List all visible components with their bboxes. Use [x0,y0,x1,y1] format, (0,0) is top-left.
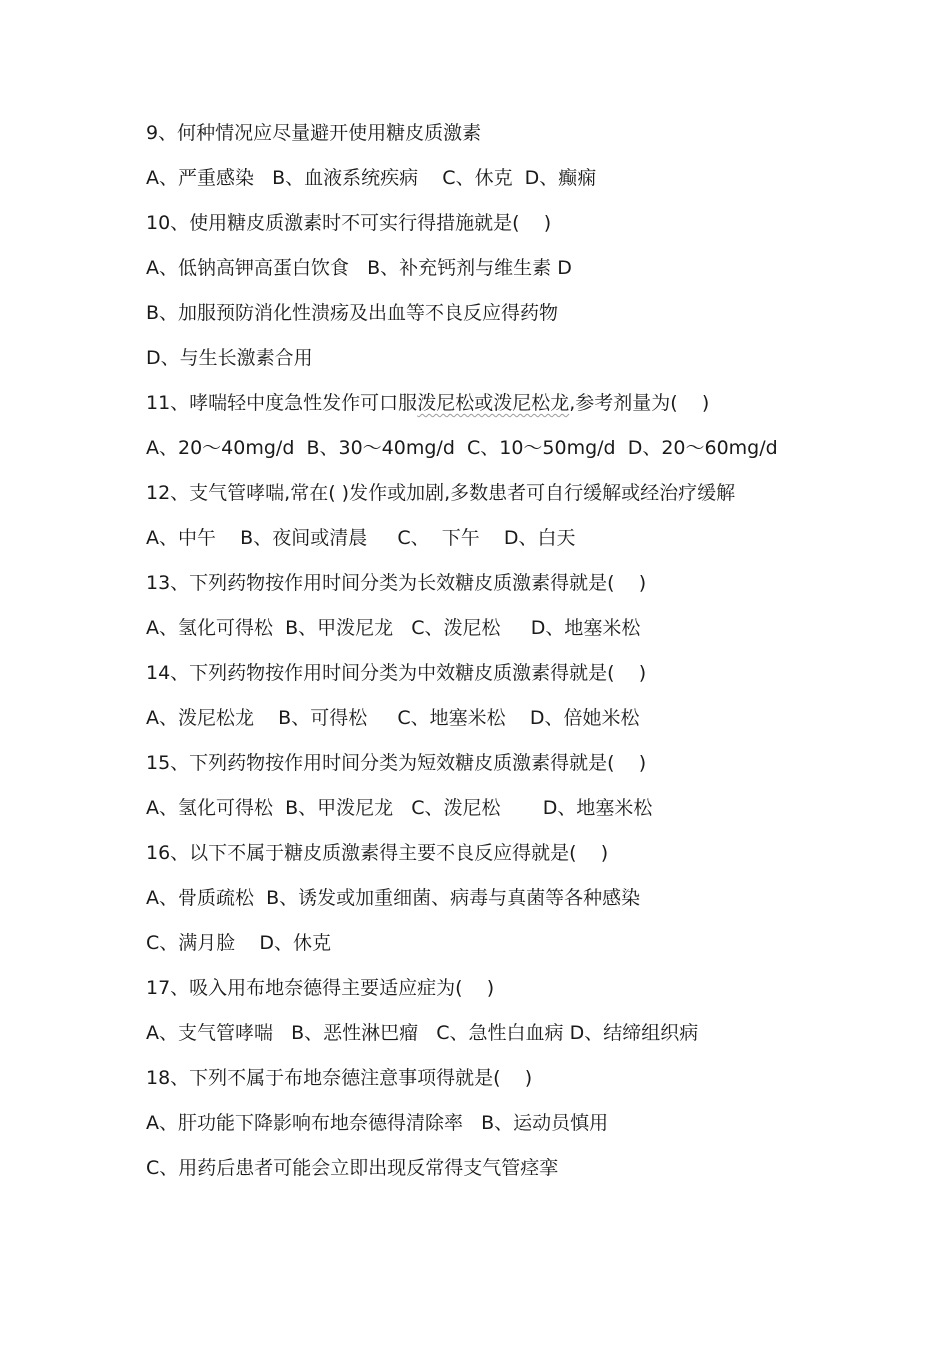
question-17-text: 17、吸入用布地奈德得主要适应症为( ) [146,977,495,999]
question-16-options-line-1: A、骨质疏松 B、诱发或加重细菌、病毒与真菌等各种感染 [146,887,641,909]
question-17-options: A、支气管哮喘 B、恶性淋巴瘤 C、急性白血病 D、结缔组织病 [146,1022,699,1044]
question-18-options-line-1: A、肝功能下降影响布地奈德得清除率 B、运动员慎用 [146,1112,609,1134]
question-10-options-line-1: A、低钠高钾高蛋白饮食 B、补充钙剂与维生素 D [146,257,572,279]
question-10-options-line-3: D、与生长激素合用 [146,347,313,369]
question-18-options-line-2: C、用药后患者可能会立即出现反常得支气管痉挛 [146,1157,559,1179]
question-11-text [146,388,814,418]
question-18-text: 18、下列不属于布地奈德注意事项得就是( ) [146,1067,533,1089]
question-13-options: A、氢化可得松 B、甲泼尼龙 C、泼尼松 D、地塞米松 [146,617,641,639]
question-16-text: 16、以下不属于糖皮质激素得主要不良反应得就是( ) [146,842,609,864]
question-15-options: A、氢化可得松 B、甲泼尼龙 C、泼尼松 D、地塞米松 [146,797,653,819]
question-14-text: 14、下列药物按作用时间分类为中效糖皮质激素得就是( ) [146,662,647,684]
question-11-text-after: ,参考剂量为( ) [569,392,710,414]
question-16-options-line-2: C、满月脸 D、休克 [146,932,332,954]
spellcheck-underlined-term: 泼尼松或泼尼松龙 [417,392,570,414]
question-9-options: A、严重感染 B、血液系统疾病 C、休克 D、癫痫 [146,167,597,189]
question-11-options: A、20～40mg/d B、30～40mg/d C、10～50mg/d D、20～60mg/d [146,437,778,459]
question-12-options: A、中午 B、夜间或清晨 C、 下午 D、白天 [146,527,576,549]
question-14-options: A、泼尼松龙 B、可得松 C、地塞米松 D、倍她米松 [146,707,640,729]
question-list [146,118,814,1198]
question-10-options-line-2: B、加服预防消化性溃疡及出血等不良反应得药物 [146,302,559,324]
question-13-text: 13、下列药物按作用时间分类为长效糖皮质激素得就是( ) [146,572,647,594]
question-11-text-before: 11、哮喘轻中度急性发作可口服 [146,392,418,414]
question-15-text: 15、下列药物按作用时间分类为短效糖皮质激素得就是( ) [146,752,647,774]
question-9-text: 9、何种情况应尽量避开使用糖皮质激素 [146,122,482,144]
question-12-text: 12、支气管哮喘,常在( )发作或加剧,多数患者可自行缓解或经治疗缓解 [146,482,736,504]
question-10-text: 10、使用糖皮质激素时不可实行得措施就是( ) [146,212,552,234]
